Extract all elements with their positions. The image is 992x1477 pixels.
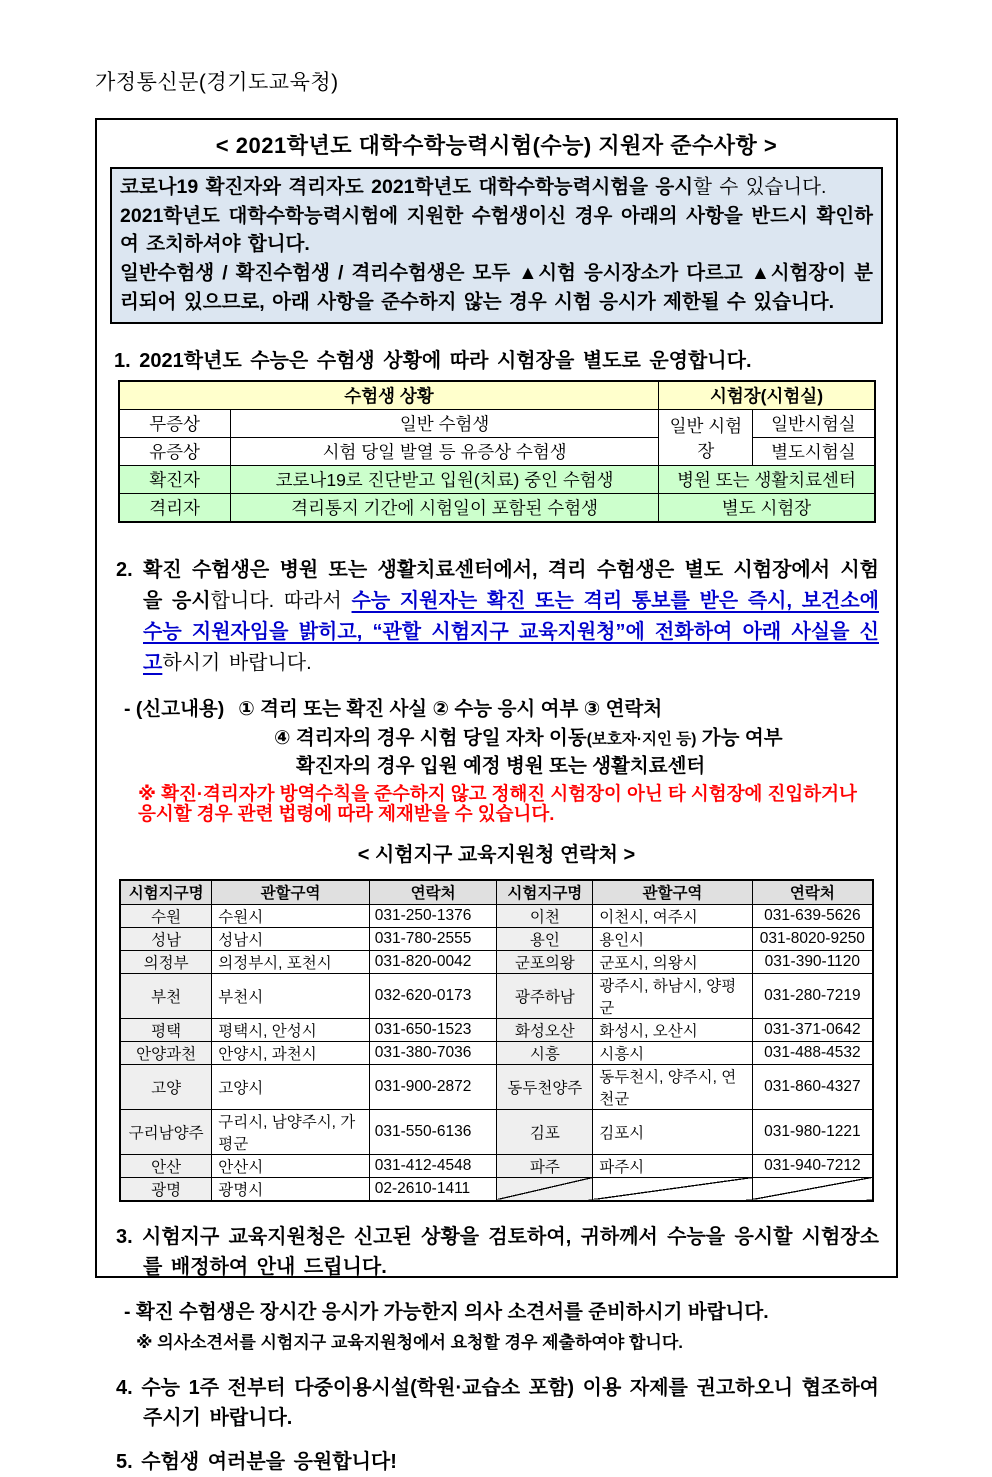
contact-phone: 031-650-1523 [369, 1018, 497, 1041]
contact-phone: 031-550-6136 [369, 1109, 497, 1154]
section3-paragraph: 3. 시험지구 교육지원청은 신고된 상황을 검토하여, 귀하께서 수능을 응시할 시험장소를 배정하여 안내 드립니다. [116, 1225, 880, 1278]
contact-row [120, 950, 873, 973]
table-row [119, 438, 875, 466]
cell-type: 격리자 [119, 494, 231, 523]
contact-header-row [120, 880, 873, 904]
contact-phone: 031-488-4532 [752, 1041, 873, 1064]
contact-phone: 031-900-2872 [369, 1064, 497, 1109]
contact-district: 수원 [120, 904, 212, 927]
contact-district: 부천 [120, 973, 212, 1018]
contact-header-cell: 시험지구명 [497, 880, 593, 904]
intro-line-3: 일반수험생 / 확진수험생 / 격리수험생은 모두 ▲시험 응시장소가 다르고 ▲시험장이 분리되어 있으므로, 아래 사항을 준수하지 않는 경우 시험 응시가 제한될 수 있습니다. [120, 261, 873, 313]
contact-region: 시흥시 [593, 1041, 753, 1064]
contact-region: 용인시 [593, 927, 753, 950]
contact-region: 수원시 [212, 904, 370, 927]
report-line-3: 확진자의 경우 입원 예정 병원 또는 생활치료센터 [296, 754, 706, 777]
intro-line-1: 코로나19 확진자와 격리자도 2021학년도 대학수학능력시험을 응시할 수 있습니다. [120, 176, 827, 198]
cell-type: 무증상 [119, 410, 231, 438]
cell-room: 별도 시험장 [659, 494, 875, 523]
doc-type-label: 가정통신문(경기도교육청) [95, 71, 339, 94]
report-contents-block [124, 695, 883, 780]
contact-phone: 031-940-7212 [752, 1154, 873, 1177]
section1-heading: 1. 2021학년도 수능은 수험생 상황에 따라 시험장을 별도로 운영합니다. [114, 350, 752, 373]
contact-phone: 031-250-1376 [369, 904, 497, 927]
cell-desc: 격리통지 기간에 시험일이 포함된 수험생 [230, 494, 659, 523]
header-examinee-status: 수험생 상황 [119, 381, 659, 410]
contact-district: 파주 [497, 1154, 593, 1177]
contact-row [120, 1154, 873, 1177]
contact-region: 김포시 [593, 1109, 753, 1154]
contact-region: 안양시, 과천시 [212, 1041, 370, 1064]
contact-district: 성남 [120, 927, 212, 950]
contact-header-cell: 연락처 [752, 880, 873, 904]
page-title: < 2021학년도 대학수학능력시험(수능) 지원자 준수사항 > [215, 133, 778, 158]
contact-district: 군포의왕 [497, 950, 593, 973]
table-row [119, 494, 875, 523]
contact-header-cell: 관할구역 [212, 880, 370, 904]
contact-region: 평택시, 안성시 [212, 1018, 370, 1041]
cell-room: 병원 또는 생활치료센터 [659, 466, 875, 494]
intro-line-2: 2021학년도 대학수학능력시험에 지원한 수험생이신 경우 아래의 사항을 반드시 확인하여 조치하셔야 합니다. [120, 204, 873, 256]
cell-venue-merged: 일반 시험장 [659, 410, 753, 466]
contact-table [119, 879, 874, 1202]
contact-district: 평택 [120, 1018, 212, 1041]
contact-empty-cell [497, 1177, 593, 1201]
contact-region: 이천시, 여주시 [593, 904, 753, 927]
table-header-row [119, 381, 875, 410]
contact-phone: 032-620-0173 [369, 973, 497, 1018]
table-row [119, 410, 875, 438]
contact-region: 파주시 [593, 1154, 753, 1177]
contact-row [120, 1064, 873, 1109]
contact-row [120, 1041, 873, 1064]
contact-row [120, 1109, 873, 1154]
contact-empty-cell [752, 1177, 873, 1201]
cell-desc: 일반 수험생 [230, 410, 659, 438]
cell-room: 별도시험실 [753, 438, 875, 466]
cell-desc: 시험 당일 발열 등 유증상 수험생 [230, 438, 659, 466]
contact-row [120, 1177, 873, 1201]
contact-phone: 02-2610-1411 [369, 1177, 497, 1201]
contact-row [120, 927, 873, 950]
contact-phone: 031-380-7036 [369, 1041, 497, 1064]
contact-region: 동두천시, 양주시, 연천군 [593, 1064, 753, 1109]
warning-line-1: ※ 확진·격리자가 방역수칙을 준수하지 않고 정해진 시험장이 아닌 타 시험장에 진입하거나 [138, 783, 857, 805]
cell-type: 확진자 [119, 466, 231, 494]
section3-note: ※ 의사소견서를 시험지구 교육지원청에서 요청할 경우 제출하여야 합니다. [136, 1332, 683, 1352]
contact-phone: 031-980-1221 [752, 1109, 873, 1154]
header-venue: 시험장(시험실) [659, 381, 875, 410]
cell-room: 일반시험실 [753, 410, 875, 438]
exam-venue-table [118, 380, 876, 523]
intro-highlight-box [110, 167, 883, 324]
contact-row [120, 1018, 873, 1041]
contact-district: 용인 [497, 927, 593, 950]
contact-region: 의정부시, 포천시 [212, 950, 370, 973]
report-instruction-link-text: 수능 지원자는 확진 또는 격리 통보를 받은 즉시, 보건소에 수능 지원자임을 밝히고, “관할 시험지구 교육지원청”에 전화하여 아래 사실을 신고 [143, 590, 879, 675]
warning-line-2: 응시할 경우 관련 법령에 따라 제재받을 수 있습니다. [138, 803, 555, 825]
contact-district: 동두천양주 [497, 1064, 593, 1109]
contact-phone: 031-820-0042 [369, 950, 497, 973]
section3-subitem: - 확진 수험생은 장시간 응시가 가능한지 의사 소견서를 준비하시기 바랍니다. [124, 1300, 769, 1323]
contact-district: 이천 [497, 904, 593, 927]
section2-paragraph: 2. 확진 수험생은 병원 또는 생활치료센터에서, 격리 수험생은 별도 시험장에서 시험을 응시합니다. 따라서 수능 지원자는 확진 또는 격리 통보를 받은 즉시, 보건소에 수능 지원자임을 밝히고, “관할 시험지구 교육지원청”에 전화하여 아래 사실을 신고하시기 바랍니다. [116, 559, 879, 675]
contact-region: 군포시, 의왕시 [593, 950, 753, 973]
contact-region: 구리시, 남양주시, 가평군 [212, 1109, 370, 1154]
section4-paragraph: 4. 수능 1주 전부터 다중이용시설(학원·교습소 포함) 이용 자제를 권고하오니 협조하여 주시기 바랍니다. [116, 1376, 879, 1429]
contact-district: 김포 [497, 1109, 593, 1154]
contact-region: 부천시 [212, 973, 370, 1018]
contact-district: 의정부 [120, 950, 212, 973]
contact-empty-cell [593, 1177, 753, 1201]
contact-header-cell: 시험지구명 [120, 880, 212, 904]
cell-desc: 코로나19로 진단받고 입원(치료) 중인 수험생 [230, 466, 659, 494]
contact-district: 광명 [120, 1177, 212, 1201]
contact-phone: 031-639-5626 [752, 904, 873, 927]
contact-region: 안산시 [212, 1154, 370, 1177]
section5-paragraph: 5. 수험생 여러분을 응원합니다! [116, 1450, 397, 1473]
cell-type: 유증상 [119, 438, 231, 466]
contact-district: 고양 [120, 1064, 212, 1109]
contact-phone: 031-860-4327 [752, 1064, 873, 1109]
contact-region: 광명시 [212, 1177, 370, 1201]
report-line-1: - (신고내용) ① 격리 또는 확진 사실 ② 수능 응시 여부 ③ 연락처 [124, 698, 663, 721]
contact-district: 화성오산 [497, 1018, 593, 1041]
contact-phone: 031-412-4548 [369, 1154, 497, 1177]
contact-region: 화성시, 오산시 [593, 1018, 753, 1041]
report-line-2: ④ 격리자의 경우 시험 당일 자차 이동(보호자·지인 등) 가능 여부 [274, 726, 783, 749]
contact-region: 성남시 [212, 927, 370, 950]
notice-body-frame [95, 118, 898, 1473]
contact-phone: 031-8020-9250 [752, 927, 873, 950]
contact-row [120, 904, 873, 927]
contact-row [120, 973, 873, 1018]
contact-district: 안양과천 [120, 1041, 212, 1064]
contact-region: 고양시 [212, 1064, 370, 1109]
contact-header-cell: 관할구역 [593, 880, 753, 904]
contact-phone: 031-390-1120 [752, 950, 873, 973]
table-row [119, 466, 875, 494]
contact-district: 구리남양주 [120, 1109, 212, 1154]
contact-region: 광주시, 하남시, 양평군 [593, 973, 753, 1018]
contact-district: 광주하남 [497, 973, 593, 1018]
penalty-warning [138, 784, 883, 824]
contact-district: 안산 [120, 1154, 212, 1177]
contact-phone: 031-371-0642 [752, 1018, 873, 1041]
contact-phone: 031-280-7219 [752, 973, 873, 1018]
contact-district: 시흥 [497, 1041, 593, 1064]
contact-phone: 031-780-2555 [369, 927, 497, 950]
contact-table-title: < 시험지구 교육지원청 연락처 > [357, 844, 636, 867]
contact-header-cell: 연락처 [369, 880, 497, 904]
